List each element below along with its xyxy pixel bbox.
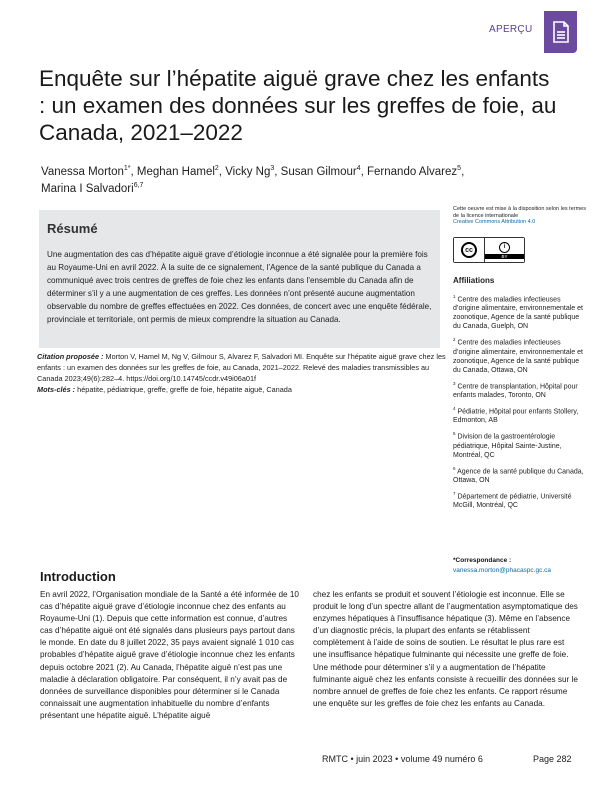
page-number: Page 282: [533, 754, 572, 764]
affiliation-item: $^1$ Centre des maladies infectieuses d’origine alimentaire, environnementale et zoonotique, Agence de la santé publique du Canada, Guelph, ON: [453, 294, 583, 331]
citation: [37, 351, 447, 384]
abstract-heading: Résumé: [47, 221, 98, 236]
author-line-2: [41, 181, 511, 198]
affiliation-item: $^4$ Pédiatrie, Hôpital pour enfants Stollery, Edmonton, AB: [453, 405, 579, 425]
by-label: BY: [485, 254, 524, 259]
article-title: Enquête sur l’hépatite aiguë grave chez les enfants : un examen des données sur les greffes de foie, au Canada, 2021–2022: [39, 66, 557, 145]
citation-block: [37, 351, 447, 395]
introduction-column-2: chez les enfants se produit et souvent l’étiologie est inconnue. Elle se produit le long d’un spectre allant de l’augmentation asymptomatique des enzymes hépatiques à l’insuffisance hépatique (3). Même en l’absence d’un diagnostic précis, la plupart des enfants se rétablissent complètement à l’aide de soins de soutien. Le résultat le plus rare est une insuffisance hépatique fulminante qui nécessite une greffe de foie. Une méthode pour déterminer s’il y a augmentation de l’hépatite fulminante aiguë chez les enfants consiste à recueillir des données sur le nombre annuel de greffes de foie chez les enfants. Ce rapport résume une enquête sur les greffes de foie chez les enfants au Canada.: [313, 590, 578, 708]
abstract-box: [39, 210, 440, 348]
license-notice: [453, 206, 588, 226]
cc-icon: cc: [454, 238, 484, 262]
affiliation-item: $^3$ Centre de transplantation, Hôpital pour enfants malades, Toronto, ON: [453, 380, 578, 399]
author: Marina I Salvadori$^{6,7}$: [41, 182, 144, 195]
author: Vanessa Morton$^{1*}$: [41, 165, 131, 178]
cc-by-badge[interactable]: [453, 237, 525, 263]
correspondence-email-link[interactable]: vanessa.morton@phacaspc.gc.ca: [453, 567, 552, 574]
affiliation-item: $^7$ Département de pédiatrie, Université McGill, Montréal, QC: [453, 490, 572, 510]
introduction-heading: Introduction: [40, 569, 116, 584]
author: Susan Gilmour$^4$: [280, 165, 361, 178]
author-list: [41, 164, 511, 198]
section-label: APERÇU: [489, 24, 533, 35]
journal-footer: RMTC • juin 2023 • volume 49 numéro 6: [322, 754, 483, 764]
author: Fernando Alvarez$^5$: [367, 165, 462, 178]
citation-text[interactable]: Morton V, Hamel M, Ng V, Gilmour S, Alvarez F, Salvadori MI. Enquête sur l’hépatite aiguë grave chez les enfants : un examen des données sur les greffes de foie, au Canada, 2021–2022. Relevé des maladies transmissibles au Canada 2023;49(6):282–4. https://doi.org/10.14745/ccdr.v49i06a01f: [37, 352, 446, 383]
affiliation-item: $^2$ Centre des maladies infectieuses d’origine alimentaire, environnementale et zoonotique, Agence de la santé publique du Canada, Ottawa, ON: [453, 337, 583, 374]
affiliations-heading: Affiliations: [453, 276, 495, 285]
correspondence: [453, 556, 593, 576]
keywords-text: hépatite, pédiatrique, greffe, greffe de foie, hépatite aiguë, Canada: [77, 385, 292, 394]
license-text: Cette oeuvre est mise à la disposition selon les termes de la licence internationale: [453, 206, 586, 219]
affiliations-list: [453, 292, 588, 514]
author-line-1: Vanessa Morton$^{1*}$, Meghan Hamel$^2$, Vicky Ng$^3$, Susan Gilmour$^4$, Fernando Alvarez$^5$,: [41, 165, 465, 178]
correspondence-label: *Correspondance :: [453, 557, 512, 564]
keywords-label: Mots-clés :: [37, 385, 76, 394]
abstract-text: Une augmentation des cas d’hépatite aiguë grave d’étiologie inconnue a été signalée pour la première fois au Royaume-Uni en avril 2022. À la suite de ce signalement, l’Agence de la santé publique du Canada a communiqué avec trois centres de greffes de foie chez les enfants dans l’ensemble du Canada afin de déterminer s’il y a une augmentation de ces greffes. Les données n’ont présenté aucune augmentation observable du nombre de greffes effectuées en 2022. Ces données, de concert avec une enquête fédérale, provinciale et territoriale, ont permis de mieux comprendre la situation au Canada.: [47, 250, 432, 324]
citation-label: Citation proposée :: [37, 352, 104, 361]
keywords: [37, 384, 447, 395]
license-link[interactable]: Creative Commons Attribution 4.0: [453, 219, 536, 225]
author: Vicky Ng$^3$: [225, 165, 275, 178]
affiliation-item: $^5$ Division de la gastroentérologie pédiatrique, Hôpital Sainte-Justine, Montréal, QC: [453, 431, 562, 459]
introduction-column-1: En avril 2022, l’Organisation mondiale de la Santé a été informée de 10 cas d’hépatite aiguë grave d’étiologie inconnue chez des enfants au Royaume-Uni (1). Depuis que cette information est connue, d’autres cas d’hépatite aiguë ont été signalés dans plusieurs pays partout dans le monde. En date du 8 juillet 2022, 35 pays avaient signalé 1 010 cas probables d’hépatite aiguë grave d’étiologie inconnue chez les enfants depuis octobre 2021 (2). Au Canada, l’hépatite aiguë n’est pas une maladie à déclaration obligatoire. Par conséquent, il n’y avait pas de données de surveillance disponibles pour déterminer si le Canada connaissait une augmentation inhabituelle du nombre d’enfants présentant une hépatite aiguë. L’hépatite aiguë: [40, 590, 299, 720]
affiliation-item: $^6$ Agence de la santé publique du Canada, Ottawa, ON: [453, 465, 584, 484]
document-icon: [544, 11, 577, 53]
attribution-person-icon: i: [499, 242, 510, 253]
author: Meghan Hamel$^2$: [136, 165, 219, 178]
